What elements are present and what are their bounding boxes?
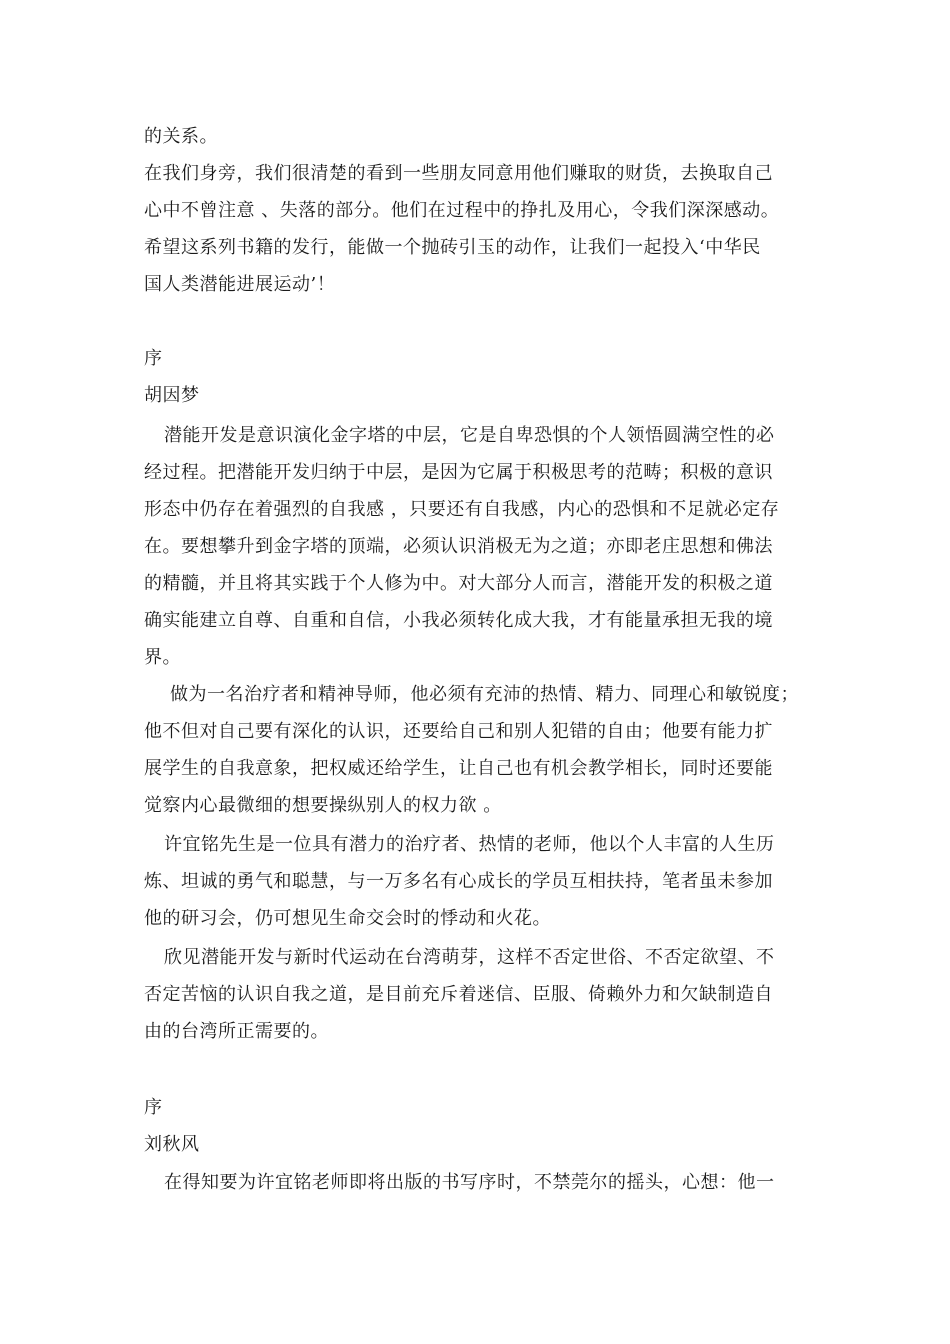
paragraph-line: 在得知要为许宜铭老师即将出版的书写序时，不禁莞尔的摇头，心想：他一 xyxy=(164,1172,775,1193)
paragraph-line: 他的研习会，仍可想见生命交会时的悸动和火花。 xyxy=(144,908,551,929)
paragraph-line: 许宜铭先生是一位具有潜力的治疗者、热情的老师，他以个人丰富的人生历 xyxy=(164,834,775,855)
paragraph-line: 界。 xyxy=(144,647,181,668)
paragraph-line: 否定苦恼的认识自我之道，是目前充斥着迷信、臣服、倚赖外力和欠缺制造自 xyxy=(144,984,773,1005)
preface-author: 胡因梦 xyxy=(144,385,200,406)
paragraph-line: 炼、坦诚的勇气和聪慧，与一万多名有心成长的学员互相扶持，笔者虽未参加 xyxy=(144,871,773,892)
preface-heading: 序 xyxy=(144,348,163,369)
paragraph-line: 的精髓，并且将其实践于个人修为中。对大部分人而言，潜能开发的积极之道 xyxy=(144,573,773,594)
paragraph-line: 确实能建立自尊、自重和自信，小我必须转化成大我，才有能量承担无我的境 xyxy=(144,610,773,631)
paragraph-line: 经过程。把潜能开发归纳于中层，是因为它属于积极思考的范畴；积极的意识 xyxy=(144,462,773,483)
paragraph-line: 国人类潜能进展运动’！ xyxy=(144,274,336,295)
paragraph-line: 心中不曾注意 、失落的部分。他们在过程中的挣扎及用心，令我们深深感动。 xyxy=(144,200,780,221)
paragraph-line: 潜能开发是意识演化金字塔的中层，它是自卑恐惧的个人领悟圆满空性的必 xyxy=(164,425,775,446)
paragraph-line: 的关系。 xyxy=(144,126,218,147)
paragraph-line: 在。要想攀升到金字塔的顶端，必须认识消极无为之道；亦即老庄思想和佛法 xyxy=(144,536,773,557)
paragraph-line: 由的台湾所正需要的。 xyxy=(144,1021,329,1042)
paragraph-line: 形态中仍存在着强烈的自我感 ，只要还有自我感，内心的恐惧和不足就必定存 xyxy=(144,499,780,520)
paragraph-line: 希望这系列书籍的发行，能做一个抛砖引玉的动作，让我们一起投入‘中华民 xyxy=(144,237,761,258)
preface-heading: 序 xyxy=(144,1097,163,1118)
paragraph-line: 展学生的自我意象，把权威还给学生，让自己也有机会教学相长，同时还要能 xyxy=(144,758,773,779)
paragraph-line: 觉察内心最微细的想要操纵别人的权力欲 。 xyxy=(144,795,502,816)
preface-author: 刘秋风 xyxy=(144,1134,200,1155)
paragraph-line: 他不但对自己要有深化的认识，还要给自己和别人犯错的自由；他要有能力扩 xyxy=(144,721,773,742)
paragraph-line: 欣见潜能开发与新时代运动在台湾萌芽，这样不否定世俗、不否定欲望、不 xyxy=(164,947,775,968)
paragraph-line: 做为一名治疗者和精神导师，他必须有充沛的热情、精力、同理心和敏锐度； xyxy=(170,684,799,705)
paragraph-line: 在我们身旁，我们很清楚的看到一些朋友同意用他们赚取的财货，去换取自己 xyxy=(144,163,773,184)
